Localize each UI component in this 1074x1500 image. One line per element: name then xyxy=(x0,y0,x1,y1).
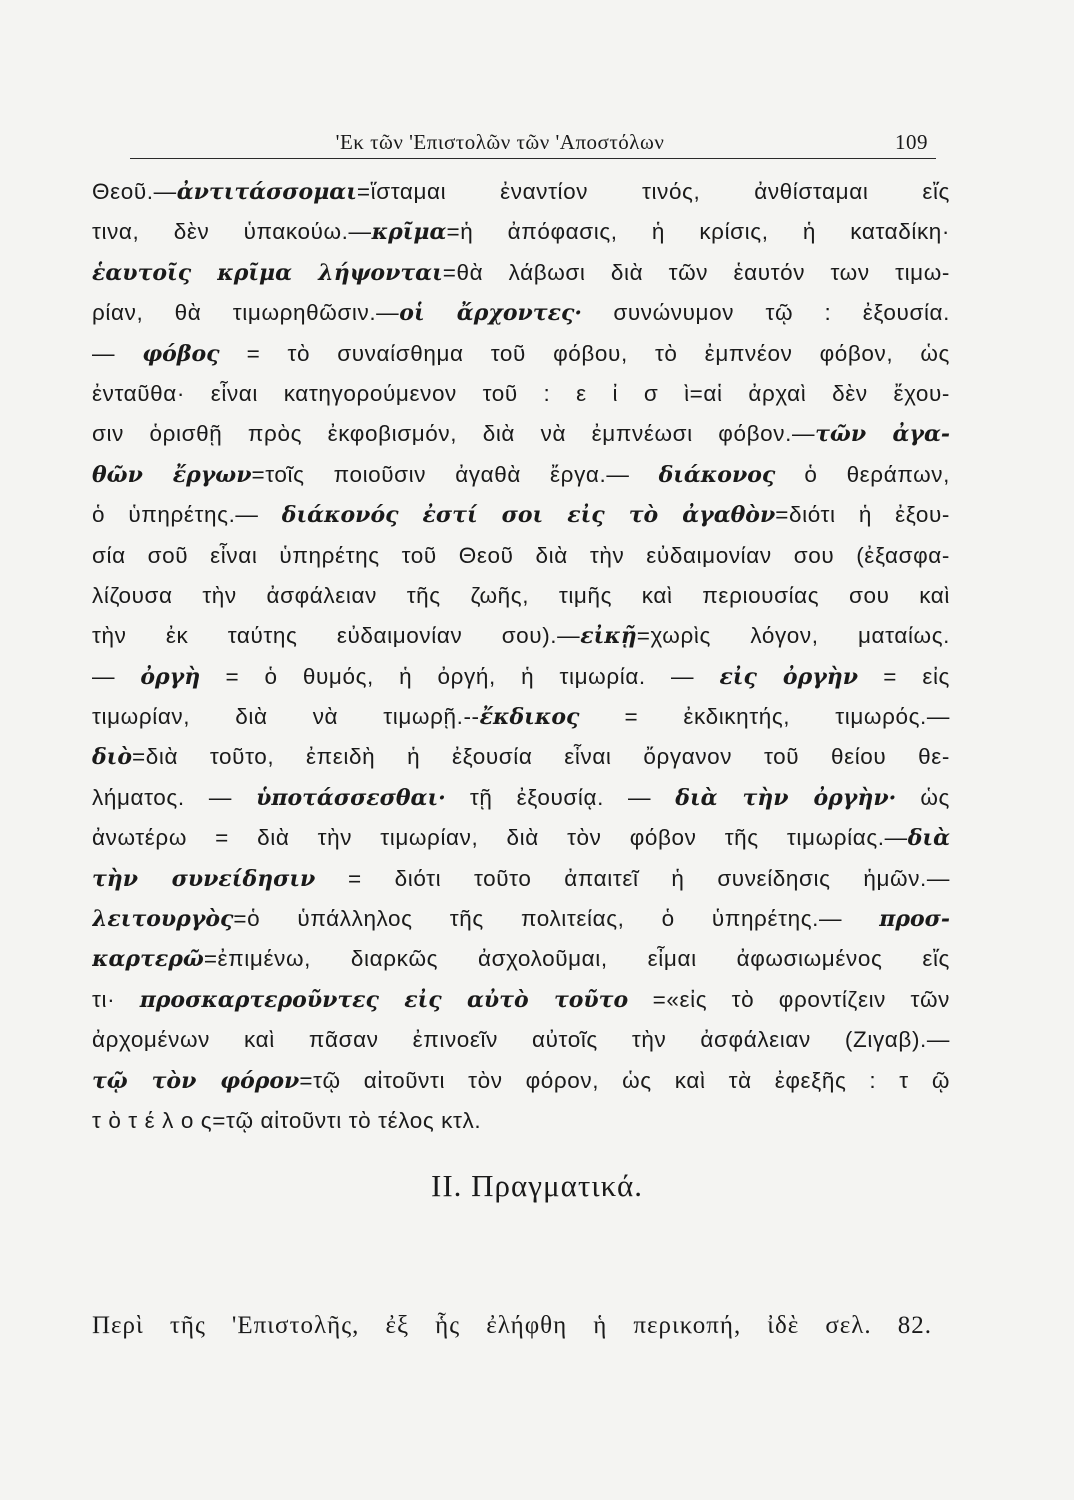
lemma-term: ὀργὴ xyxy=(140,663,201,690)
lemma-term: θῶν ἔργων xyxy=(92,461,252,488)
text-line xyxy=(92,253,950,293)
text-line xyxy=(92,737,950,777)
gloss-text: — xyxy=(92,663,141,689)
text-line xyxy=(92,616,950,656)
gloss-text: =ἐπιμένω, διαρκῶς ἀσχολοῦμαι, εἶμαι ἀφωσιωμένος εἴς xyxy=(203,946,950,972)
lemma-term: τῶν ἀγα- xyxy=(815,421,950,448)
lemma-term: διὸ xyxy=(92,744,132,771)
text-line xyxy=(92,980,950,1020)
text-line xyxy=(92,1061,950,1101)
page-number: 109 xyxy=(895,130,928,154)
lemma-term: προσ- xyxy=(879,906,950,933)
gloss-text: ρίαν, θὰ τιμωρηθῶσιν.— xyxy=(92,300,400,326)
gloss-text: τιμωρίαν, διὰ νὰ τιμωρῇ.-- xyxy=(92,704,480,730)
gloss-text: =διότι ἡ ἐξου- xyxy=(775,502,950,528)
gloss-text: σία σοῦ εἶναι ὑπηρέτης τοῦ Θεοῦ διὰ τὴν εὐδαιμονίαν σου (ἐξασφα- xyxy=(92,542,950,568)
lemma-term: διὰ xyxy=(907,825,950,852)
lemma-term: τῷ τὸν φόρον xyxy=(92,1067,300,1094)
text-line xyxy=(92,1020,950,1060)
gloss-text: =ἡ ἀπόφασις, ἡ κρίσις, ἡ καταδίκη· xyxy=(446,219,950,245)
text-line xyxy=(92,657,950,697)
text-line xyxy=(92,697,950,737)
gloss-text: σιν ὁρισθῇ πρὸς ἐκφοβισμόν, διὰ νὰ ἐμπνέωσι φόβον.— xyxy=(92,421,816,447)
lemma-term: διὰ τὴν ὀργὴν· xyxy=(675,784,897,811)
gloss-text: =τοῖς ποιοῦσιν ἀγαθὰ ἔργα.— xyxy=(251,461,659,487)
gloss-text: = διότι τοῦτο ἀπαιτεῖ ἡ συνείδησις ἡμῶν.— xyxy=(315,865,950,891)
section-title: ΙΙ. Πραγματικά. xyxy=(431,1168,643,1203)
gloss-text: Θεοῦ.— xyxy=(92,179,177,204)
gloss-text: συνώνυμον τῷ : ἐξουσία. xyxy=(582,300,950,326)
text-line xyxy=(92,536,950,576)
text-line xyxy=(92,212,950,252)
gloss-text: τῇ ἐξουσίᾳ. — xyxy=(445,784,676,810)
lemma-term: προσκαρτεροῦντες εἰς αὐτὸ τοῦτο xyxy=(139,986,629,1013)
gloss-text: = τὸ συναίσθημα τοῦ φόβου, τὸ ἐμπνέον φόβον, ὡς xyxy=(219,340,950,366)
gloss-text: ὡς xyxy=(896,784,950,810)
gloss-text: τὴν ἐκ ταύτης εὐδαιμονίαν σου).— xyxy=(92,623,581,649)
gloss-text: τινα, δὲν ὑπακούω.— xyxy=(92,219,372,245)
gloss-text: τι· xyxy=(92,986,140,1012)
text-line xyxy=(92,778,950,818)
text-line xyxy=(92,818,950,858)
gloss-text: =ὁ ὑπάλληλος τῆς πολιτείας, ὁ ὑπηρέτης.— xyxy=(233,906,880,932)
gloss-text: τ ὸ τ έ λ ο ς=τῷ αἰτοῦντι τὸ τέλος κτλ. xyxy=(92,1107,482,1133)
lemma-term: καρτερῶ xyxy=(92,946,204,973)
text-line xyxy=(92,455,950,495)
text-line xyxy=(92,334,950,374)
lemma-term: τὴν συνείδησιν xyxy=(92,865,316,892)
gloss-text: =ἵσταμαι ἐναντίον τινός, ἀνθίσταμαι εἴς xyxy=(356,179,950,204)
gloss-text: =«εἰς τὸ φροντίζειν τῶν xyxy=(628,986,950,1012)
lemma-term: φόβος xyxy=(142,340,220,367)
lemma-term: ἔκδικος xyxy=(479,704,580,731)
gloss-text: — xyxy=(92,340,143,366)
text-line xyxy=(92,859,950,899)
text-line xyxy=(92,899,950,939)
gloss-text: λήματος. — xyxy=(92,784,257,810)
gloss-text: ὁ ὑπηρέτης.— xyxy=(92,502,282,528)
gloss-text: =χωρὶς λόγον, ματαίως. xyxy=(636,623,950,649)
lemma-term: εἰς ὀργὴν xyxy=(719,663,859,690)
gloss-text: ἀρχομένων καὶ πᾶσαν ἐπινοεῖν αὐτοῖς τὴν ἀσφάλειαν (Ζιγαβ).— xyxy=(92,1027,950,1053)
gloss-text: ὁ θεράπων, xyxy=(775,461,950,487)
gloss-text: =τῷ αἰτοῦντι τὸν φόρον, ὡς καὶ τὰ ἐφεξῆς : τ ῷ xyxy=(299,1067,950,1093)
text-line xyxy=(92,374,950,414)
text-line xyxy=(92,293,950,333)
gloss-text: λίζουσα τὴν ἀσφάλειαν τῆς ζωῆς, τιμῆς καὶ περιουσίας σου καὶ xyxy=(92,582,950,608)
lemma-term: διάκονος xyxy=(658,461,776,488)
lemma-term: ἀντιτάσσομαι xyxy=(176,179,357,205)
reference-note: Περὶ τῆς 'Επιστολῆς, ἐξ ἧς ἐλήφθη ἡ περικοπή, ἰδὲ σελ. 82. xyxy=(92,1312,932,1339)
text-line xyxy=(92,1101,950,1141)
commentary-text xyxy=(92,172,950,1141)
gloss-text: = ὁ θυμός, ἡ ὀργή, ἡ τιμωρία. — xyxy=(200,663,720,689)
header-rule xyxy=(130,158,936,159)
gloss-text: =θὰ λάβωσι διὰ τῶν ἑαυτόν των τιμω- xyxy=(442,259,950,285)
running-title: 'Εκ τῶν 'Επιστολῶν τῶν 'Αποστόλων xyxy=(335,130,665,154)
lemma-term: λειτουργὸς xyxy=(92,906,234,933)
lemma-term: διάκονός ἐστί σοι εἰς τὸ ἀγαθὸν xyxy=(281,502,776,529)
lemma-term: ἑαυτοῖς κρῖμα λήψονται xyxy=(92,259,443,286)
lemma-term: εἰκῇ xyxy=(580,623,637,650)
gloss-text: = ἐκδικητής, τιμωρός.— xyxy=(579,704,950,730)
running-head xyxy=(130,126,936,158)
text-line xyxy=(92,495,950,535)
text-line xyxy=(92,414,950,454)
text-line xyxy=(92,939,950,979)
gloss-text: = εἰς xyxy=(858,663,950,689)
lemma-term: κρῖμα xyxy=(371,219,447,246)
gloss-text: ἀνωτέρω = διὰ τὴν τιμωρίαν, διὰ τὸν φόβον τῆς τιμωρίας.— xyxy=(92,825,908,851)
text-line xyxy=(92,172,950,212)
gloss-text: ἐνταῦθα· εἶναι κατηγορούμενον τοῦ : ε ἰ σ ὶ=αἱ ἀρχαὶ δὲν ἔχου- xyxy=(92,380,950,406)
lemma-term: οἱ ἄρχοντες· xyxy=(399,300,583,327)
gloss-text: =διὰ τοῦτο, ἐπειδὴ ἡ ἐξουσία εἶναι ὄργανον τοῦ θείου θε- xyxy=(132,744,950,770)
text-line xyxy=(92,576,950,616)
lemma-term: ὑποτάσσεσθαι· xyxy=(256,784,446,811)
